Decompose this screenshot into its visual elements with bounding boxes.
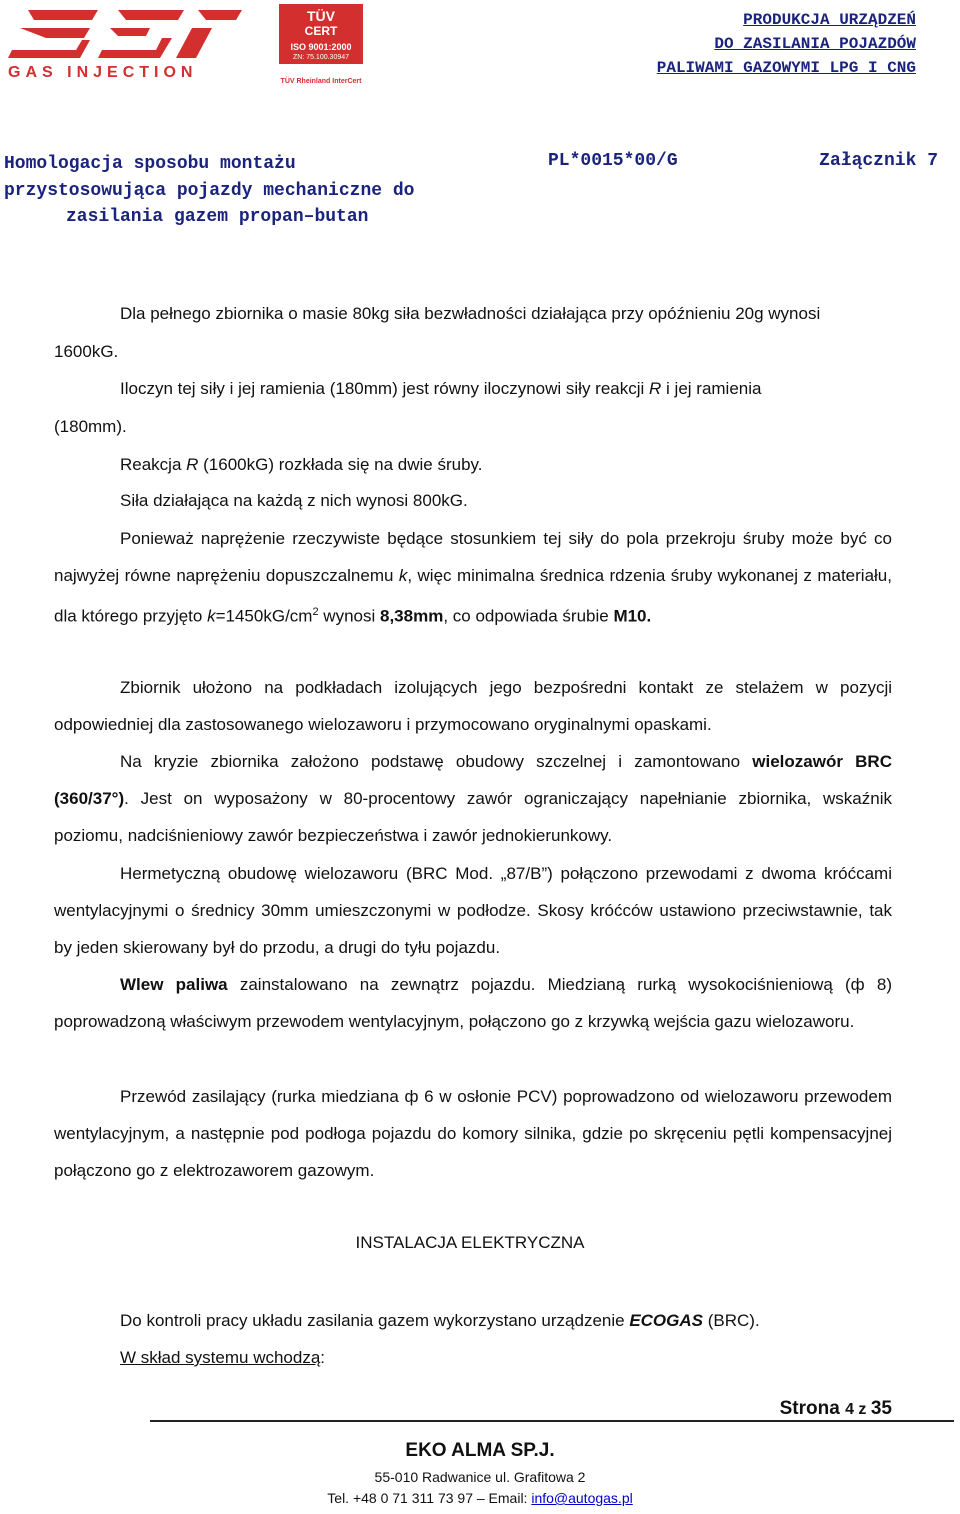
- company-header: [576, 8, 916, 80]
- company-line: PRODUKCJA URZĄDZEŃ: [743, 11, 916, 29]
- company-line: PALIWAMI GAZOWYMI LPG I CNG: [656, 59, 916, 77]
- p5-text: Ponieważ naprężenie rzeczywiste będące stosunkiem tej siły do pola przekroju śruby może być co najwyżej równe naprężeniu dopuszczalnemu: [54, 529, 892, 585]
- p8-text: Hermetyczną obudowę wielozaworu (BRC Mod. „87/B”) połączono przewodami z dwoma króćcami wentylacyjnymi o średnicy 30mm umieszczonymi w podłodze. Skosy króćców ustawiono przeciwstawnie, tak by jeden skierowany był do przodu, a drugi do tyłu pojazdu.: [54, 864, 892, 957]
- tuv-line4: ZN: 75.100.30947: [292, 54, 350, 61]
- p11-ecogas: ECOGAS: [629, 1311, 703, 1330]
- p6-text: Zbiornik ułożono na podkładach izolujących jego bezpośredni kontakt ze stelażem w pozycji odpowiedniej dla zastosowanego wielozaworu i przymocowano oryginalnymi opaskami.: [54, 678, 892, 734]
- paragraph-5: [54, 520, 892, 635]
- paragraph-1: [54, 295, 892, 332]
- p4-text: Siła działająca na każdą z nich wynosi 800kG.: [120, 491, 468, 510]
- paragraph-3: [54, 446, 892, 483]
- logo-tagline: GAS INJECTION: [8, 64, 198, 81]
- p7-bold: wielozawór BRC (360/37°): [54, 752, 892, 808]
- tuv-line5: TÜV Rheinland InterCert: [280, 78, 362, 85]
- page-prefix: Strona: [779, 1398, 846, 1419]
- p5-text5: , co odpowiada śrubie: [443, 606, 614, 626]
- paragraph-8: [54, 855, 892, 966]
- paragraph-10: [54, 1078, 892, 1189]
- footer-divider: [150, 1420, 954, 1422]
- paragraph-11: [54, 1302, 892, 1339]
- p1-cont: 1600kG.: [54, 342, 119, 361]
- p7-text-end: . Jest on wyposażony w 80-procentowy zawór ograniczający napełnianie zbiornika, wskaźnik poziomu, nadciśnieniowy zawór bezpieczeństwa i zawór jednokierunkowy.: [54, 789, 892, 845]
- tuv-line1: TÜV: [307, 8, 335, 24]
- homologation-line: Homologacja sposobu montażu: [4, 154, 296, 174]
- p9-bold: Wlew paliwa: [120, 975, 228, 994]
- p5-text2: , więc minimalna średnica rdzenia śruby wykonanej z materiału, dla którego przyjęto: [54, 566, 892, 626]
- tuv-cert-logo: [275, 2, 367, 90]
- paragraph-12: [54, 1339, 892, 1376]
- page-current: 4: [845, 1401, 854, 1418]
- page-number: [780, 1398, 892, 1420]
- homologation-line: przystosowująca pojazdy mechaniczne do: [4, 180, 415, 201]
- footer-address: 55-010 Radwanice ul. Grafitowa 2: [374, 1469, 586, 1485]
- p3-text-end: (1600kG) rozkłada się na dwie śruby.: [198, 455, 483, 474]
- p1-text: Dla pełnego zbiornika o masie 80kg siła bezwładności działająca przy opóźnieniu 20g wynosi: [120, 304, 821, 323]
- paragraph-7: [54, 743, 892, 854]
- p12-colon: :: [320, 1348, 326, 1367]
- paragraph-2: [54, 370, 892, 407]
- paragraph-1-cont: [54, 333, 892, 370]
- footer-contact-text: Tel. +48 0 71 311 73 97 – Email:: [327, 1490, 532, 1506]
- paragraph-2-cont: [54, 408, 892, 445]
- p5-sup: 2: [312, 606, 319, 618]
- p2-symbol: R: [649, 379, 662, 398]
- p11-text: Do kontroli pracy układu zasilania gazem wykorzystano urządzenie: [120, 1311, 630, 1330]
- p9-text: zainstalowano na zewnątrz pojazdu. Miedzianą rurką wysokociśnieniową (ф 8) poprowadzoną właściwym przewodem wentylacyjnym, połączono go z krzywką wejścia gazu wielozaworu.: [54, 975, 892, 1031]
- p5-k2: k: [207, 606, 216, 626]
- p7-text: Na kryzie zbiornika założono podstawę obudowy szczelnej i zamontowano: [120, 752, 753, 771]
- section-title: INSTALACJA ELEKTRYCZNA: [355, 1233, 585, 1252]
- homologation-code: PL*0015*00/G: [548, 151, 678, 171]
- tuv-line3: ISO 9001:2000: [290, 42, 352, 52]
- p5-k: k: [398, 566, 408, 585]
- p2-text: Iloczyn tej siły i jej ramienia (180mm) jest równy iloczynowi siły reakcji: [120, 379, 650, 398]
- attachment-label: Załącznik 7: [819, 151, 938, 171]
- p3-symbol: R: [186, 455, 199, 474]
- p5-m10: M10.: [613, 606, 652, 626]
- homologation-title: [4, 151, 524, 231]
- paragraph-4: [54, 482, 892, 519]
- p10-text: Przewód zasilający (rurka miedziana ф 6 w osłonie PCV) poprowadzono od wielozaworu przewodem wentylacyjnym, a następnie pod podłoga pojazdu do komory silnika, gdzie po skręceniu pętli kompensacyjnej połączono go z elektrozaworem gazowym.: [54, 1087, 892, 1180]
- footer-contact: [0, 1490, 960, 1506]
- paragraph-9: [54, 966, 892, 1040]
- homologation-line: zasilania gazem propan–butan: [66, 207, 369, 227]
- sgi-logo: [6, 4, 246, 86]
- tuv-line2: CERT: [304, 24, 338, 38]
- p5-bold: 8,38mm: [380, 606, 444, 626]
- p5-text3: =1450kG/cm: [215, 606, 313, 626]
- p3-text: Reakcja: [120, 455, 187, 474]
- footer-email-link[interactable]: info@autogas.pl: [531, 1490, 633, 1506]
- page-total: 35: [870, 1398, 892, 1419]
- page-sep: z: [853, 1401, 871, 1418]
- paragraph-6: [54, 669, 892, 743]
- p5-text4: wynosi: [318, 606, 380, 626]
- p11-text-end: (BRC).: [703, 1311, 760, 1330]
- p12-text: W skład systemu wchodzą: [120, 1348, 321, 1367]
- p2-cont: (180mm).: [54, 417, 127, 436]
- footer-company: EKO ALMA SP.J.: [405, 1440, 555, 1461]
- p2-text-end: i jej ramienia: [661, 379, 762, 398]
- company-line: DO ZASILANIA POJAZDÓW: [714, 35, 916, 53]
